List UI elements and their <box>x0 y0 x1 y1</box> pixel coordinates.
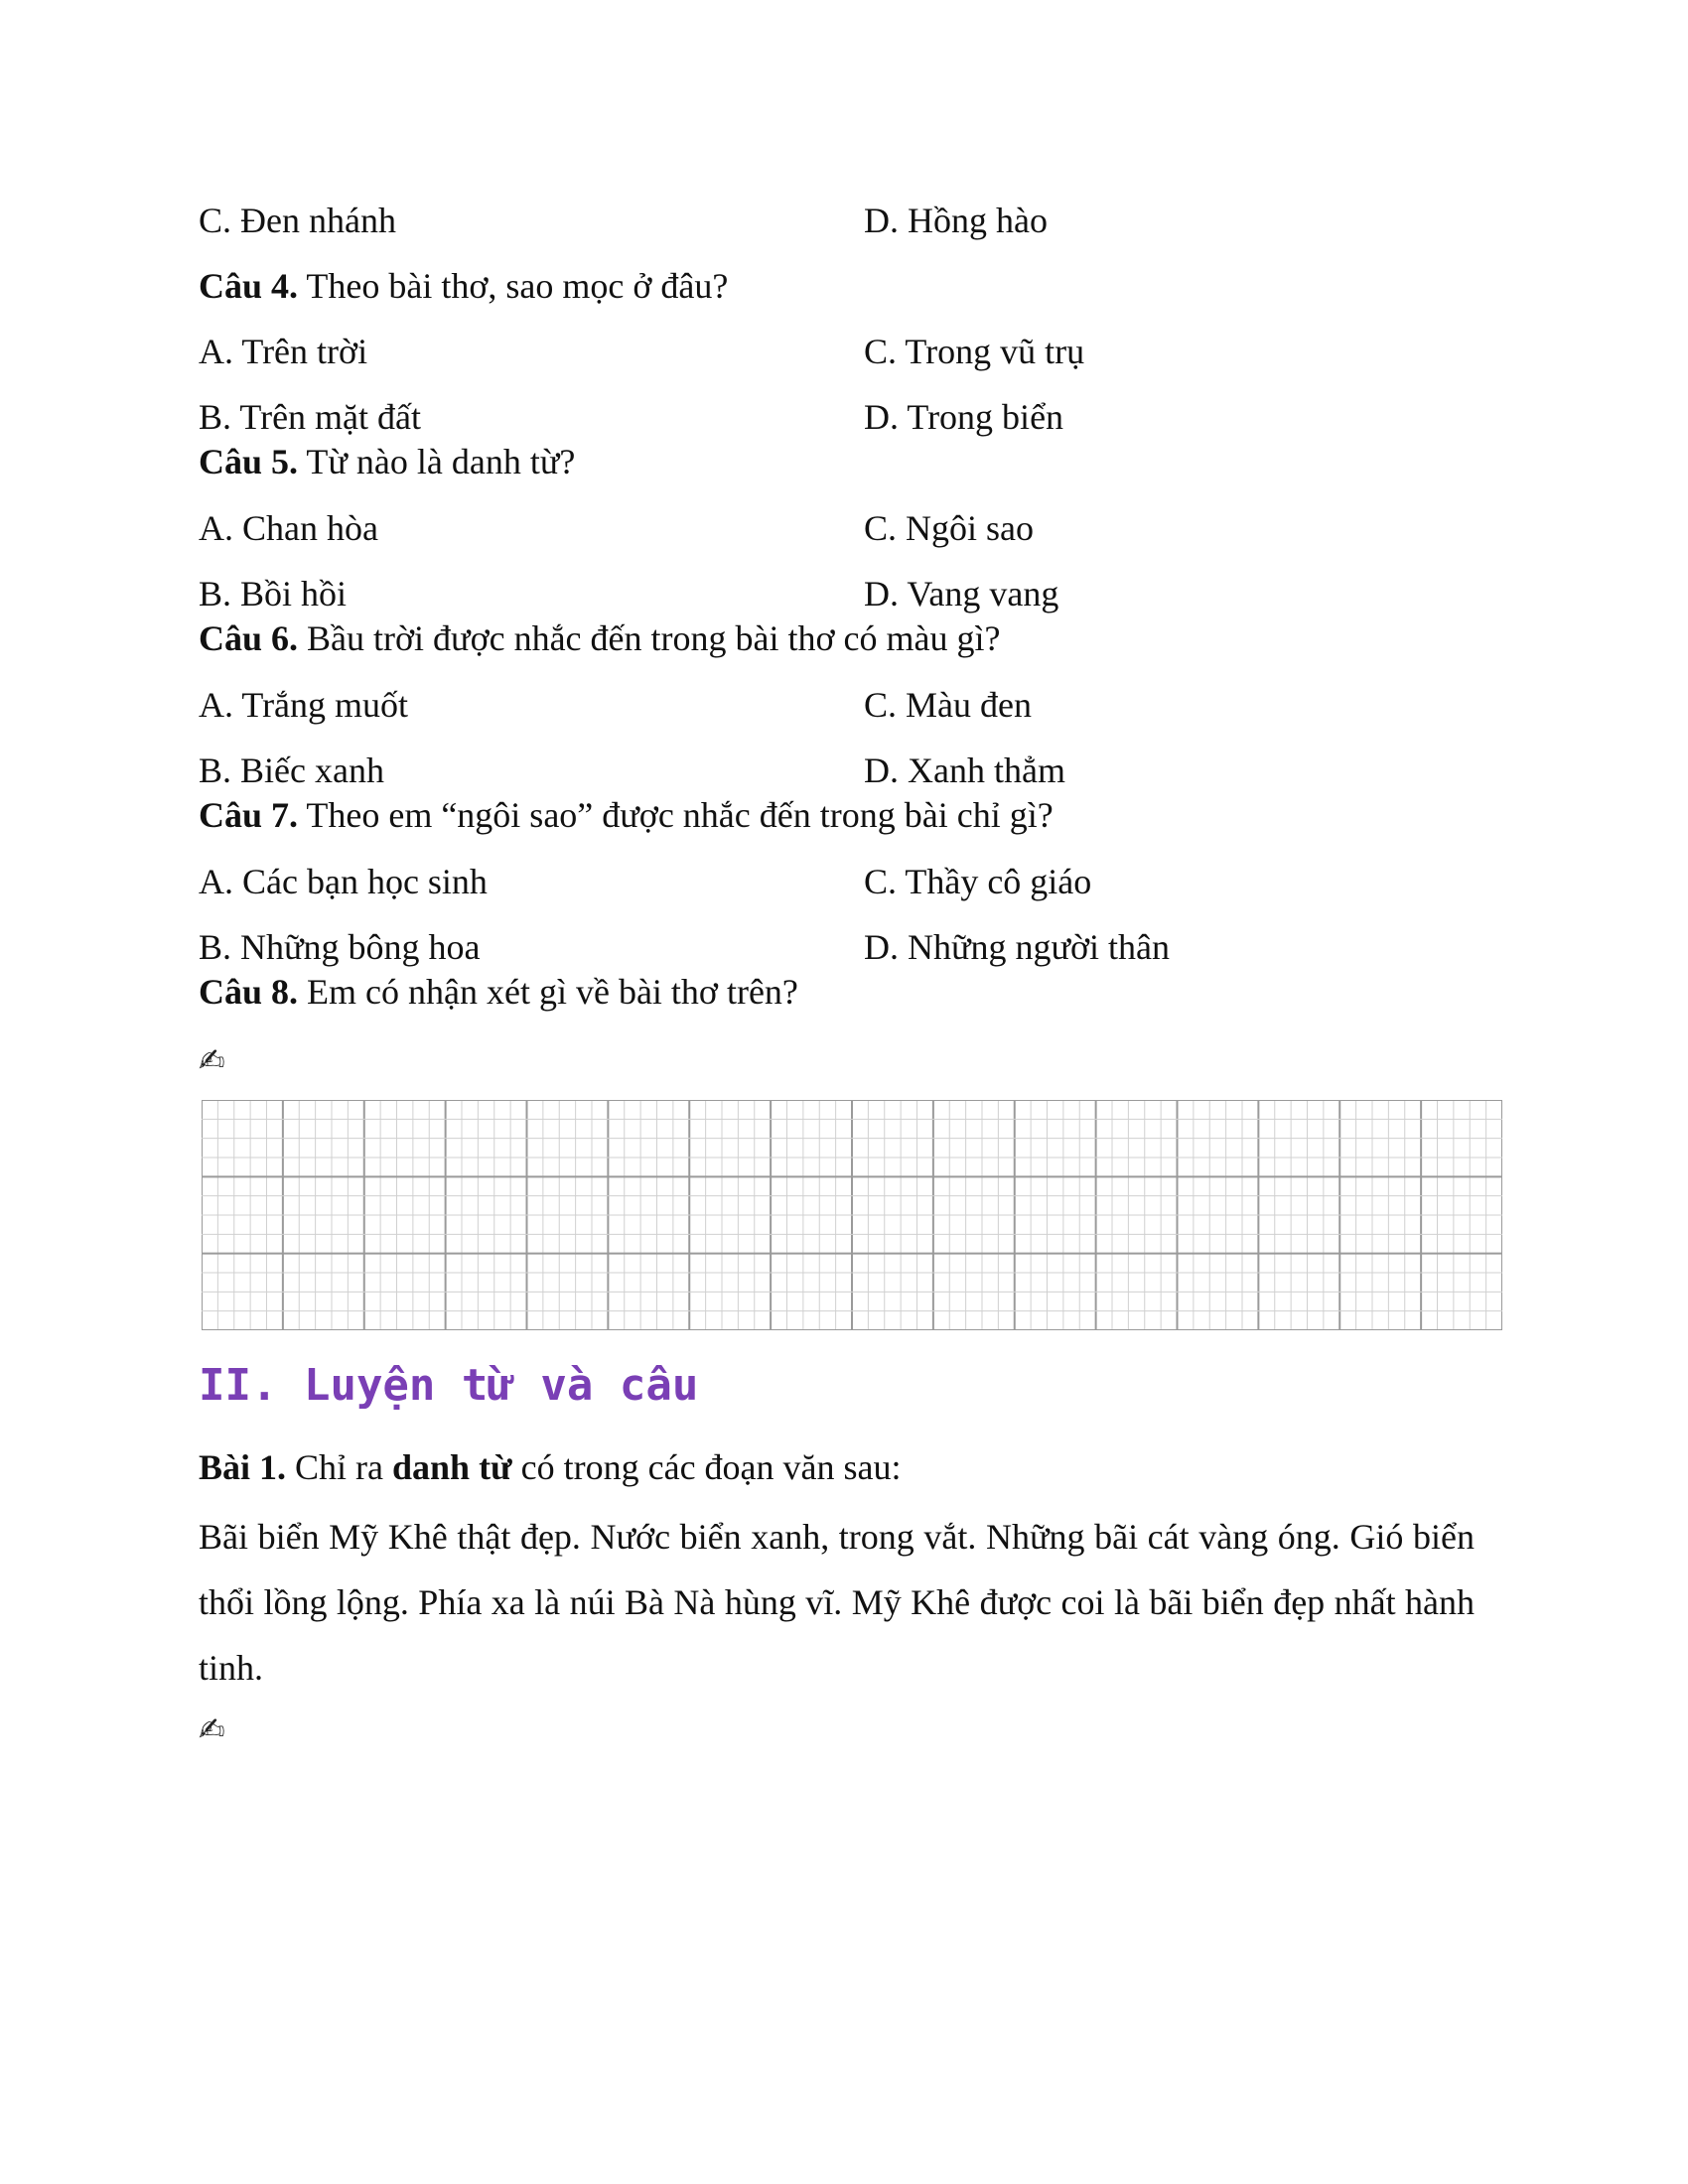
q4-option-d: D. Trong biển <box>864 397 1064 437</box>
q7-option-a: A. Các bạn học sinh <box>199 862 488 901</box>
option-c-den-nhanh: C. Đen nhánh <box>199 201 396 240</box>
exercise-1-paragraph: Bãi biển Mỹ Khê thật đẹp. Nước biển xanh, trong vắt. Những bãi cát vàng óng. Gió biển thổi lồng lộng. Phía xa là núi Bà Nà hùng vĩ. Mỹ Khê được coi là bãi biển đẹp nhất hành tinh. <box>199 1517 1475 1688</box>
exercise-1-number: Bài 1. <box>199 1447 287 1487</box>
q5-option-c: C. Ngôi sao <box>864 508 1034 548</box>
exercise-1-pre: Chỉ ra <box>286 1447 392 1487</box>
q6-option-b: B. Biếc xanh <box>199 751 384 790</box>
exercise-1-post: có trong các đoạn văn sau: <box>511 1447 902 1487</box>
writing-hand-icon: ✍ <box>199 1041 225 1079</box>
question-5-text: Từ nào là danh từ? <box>298 442 576 481</box>
q4-option-c: C. Trong vũ trụ <box>864 332 1085 371</box>
question-4 <box>199 264 728 308</box>
question-7-text: Theo em “ngôi sao” được nhắc đến trong bài chỉ gì? <box>298 795 1054 835</box>
q7-option-b: B. Những bông hoa <box>199 927 481 967</box>
question-7-number: Câu 7. <box>199 795 299 835</box>
q6-option-a: A. Trắng muốt <box>199 685 409 725</box>
question-8 <box>199 970 798 1014</box>
section-title: II. Luyện từ và câu <box>199 1360 699 1411</box>
question-6-number: Câu 6. <box>199 618 299 658</box>
question-6-text: Bầu trời được nhắc đến trong bài thơ có màu gì? <box>298 618 1001 658</box>
q6-option-d: D. Xanh thẳm <box>864 751 1065 790</box>
q4-option-b: B. Trên mặt đất <box>199 397 422 437</box>
q7-option-c: C. Thầy cô giáo <box>864 862 1092 901</box>
q5-option-d: D. Vang vang <box>864 574 1059 614</box>
question-8-text: Em có nhận xét gì về bài thơ trên? <box>298 972 798 1012</box>
handwriting-grid[interactable] <box>202 1100 1502 1330</box>
q6-option-c: C. Màu đen <box>864 685 1032 725</box>
question-6 <box>199 616 1000 660</box>
q4-option-a: A. Trên trời <box>199 332 368 371</box>
question-5 <box>199 440 575 483</box>
option-d-hong-hao: D. Hồng hào <box>864 201 1048 240</box>
question-7 <box>199 793 1054 837</box>
question-8-number: Câu 8. <box>199 972 299 1012</box>
writing-hand-icon: ✍ <box>199 1710 225 1748</box>
q5-option-a: A. Chan hòa <box>199 508 378 548</box>
question-4-text: Theo bài thơ, sao mọc ở đâu? <box>298 266 729 306</box>
q5-option-b: B. Bồi hồi <box>199 574 348 614</box>
exercise-1-keyword: danh từ <box>392 1447 512 1487</box>
exercise-1-prompt <box>199 1445 902 1489</box>
question-5-number: Câu 5. <box>199 442 299 481</box>
q7-option-d: D. Những người thân <box>864 927 1171 967</box>
question-4-number: Câu 4. <box>199 266 299 306</box>
